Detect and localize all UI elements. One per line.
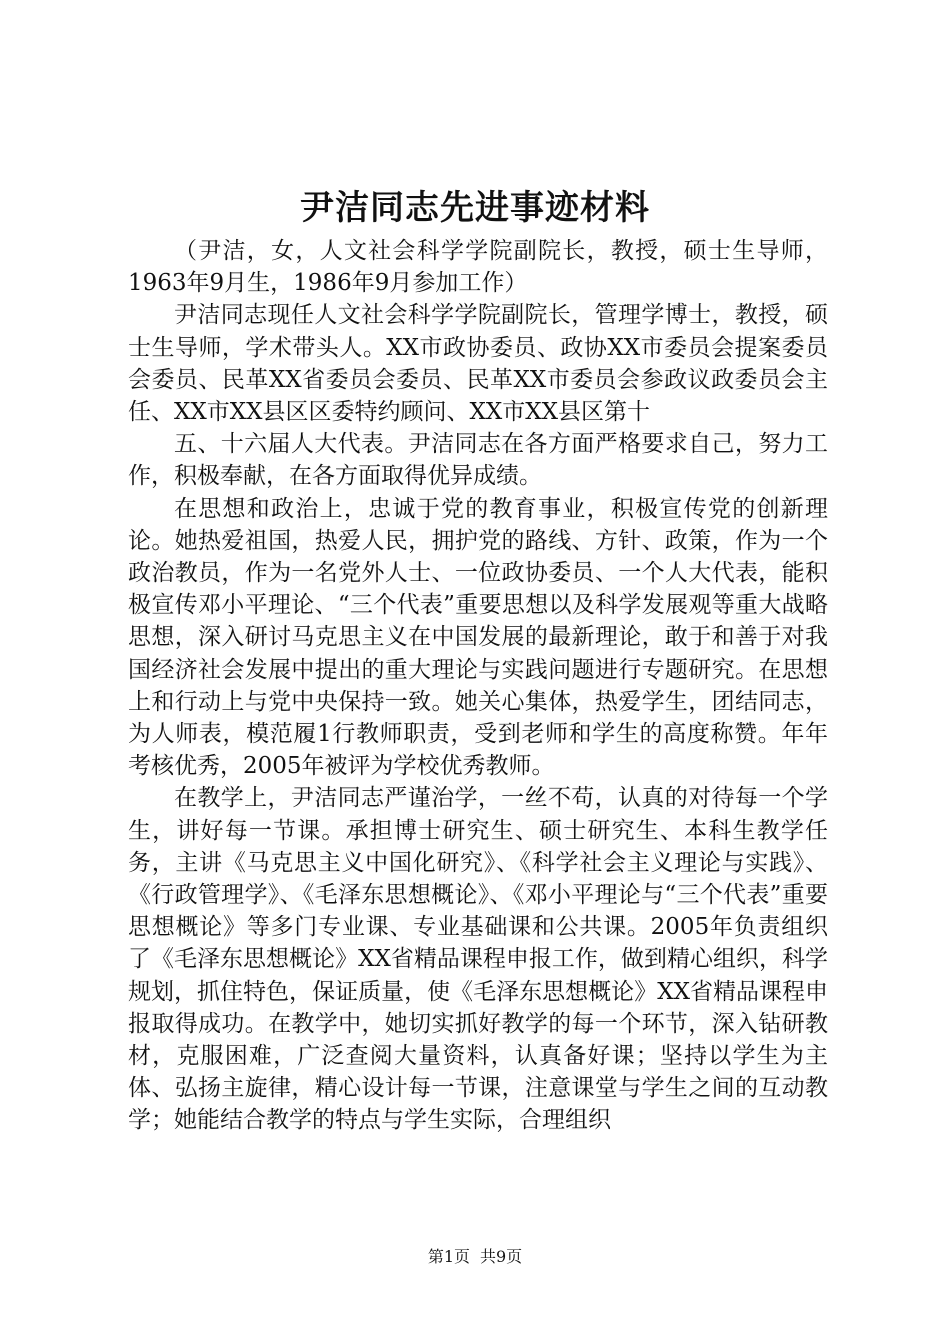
paragraph-summary: 五、十六届人大代表。尹洁同志在各方面严格要求自己，努力工作，积极奉献，在各方面取得优异成绩。 bbox=[128, 431, 828, 490]
page-number: 第1页 bbox=[427, 1247, 470, 1266]
document-body bbox=[128, 235, 828, 1137]
paragraph-positions: 尹洁同志现任人文社会科学学院副院长，管理学博士，教授，硕士生导师，学术带头人。XX市政协委员、政协XX市委员会提案委员会委员、民革XX省委员会委员、民革XX市委员会参政议政委员会主任、XX市XX县区区委特约顾问、XX市XX县区第十 bbox=[128, 302, 828, 426]
page-footer bbox=[0, 1245, 950, 1269]
page-total: 共9页 bbox=[480, 1247, 523, 1266]
paragraph-teaching: 在教学上，尹洁同志严谨治学，一丝不苟，认真的对待每一个学生，讲好每一节课。承担博士研究生、硕士研究生、本科生教学任务，主讲《马克思主义中国化研究》、《科学社会主义理论与实践》、《行政管理学》、《毛泽东思想概论》、《邓小平理论与“三个代表”重要思想概论》等多门专业课、专业基础课和公共课。2005年负责组织了《毛泽东思想概论》XX省精品课程申报工作，做到精心组织，科学规划，抓住特色，保证质量，使《毛泽东思想概论》XX省精品课程申报取得成功。在教学中，她切实抓好教学的每一个环节，深入钻研教材，克服困难，广泛查阅大量资料，认真备好课；坚持以学生为主体、弘扬主旋律，精心设计每一节课，注意课堂与学生之间的互动教学；她能结合教学的特点与学生实际，合理组织 bbox=[128, 785, 828, 1134]
paragraph-bio-note: （尹洁，女，人文社会科学学院副院长，教授，硕士生导师，1963年9月生，1986年9月参加工作） bbox=[128, 238, 828, 297]
paragraph-political: 在思想和政治上，忠诚于党的教育事业，积极宣传党的创新理论。她热爱祖国，热爱人民，拥护党的路线、方针、政策，作为一个政治教员，作为一名党外人士、一位政协委员、一个人大代表，能积极宣传邓小平理论、“三个代表”重要思想以及科学发展观等重大战略思想，深入研讨马克思主义在中国发展的最新理论，敢于和善于对我国经济社会发展中提出的重大理论与实践问题进行专题研究。在思想上和行动上与党中央保持一致。她关心集体，热爱学生，团结同志，为人师表，模范履1行教师职责，受到老师和学生的高度称赞。年年考核优秀，2005年被评为学校优秀教师。 bbox=[128, 495, 828, 780]
document-title: 尹洁同志先进事迹材料 bbox=[300, 188, 650, 228]
